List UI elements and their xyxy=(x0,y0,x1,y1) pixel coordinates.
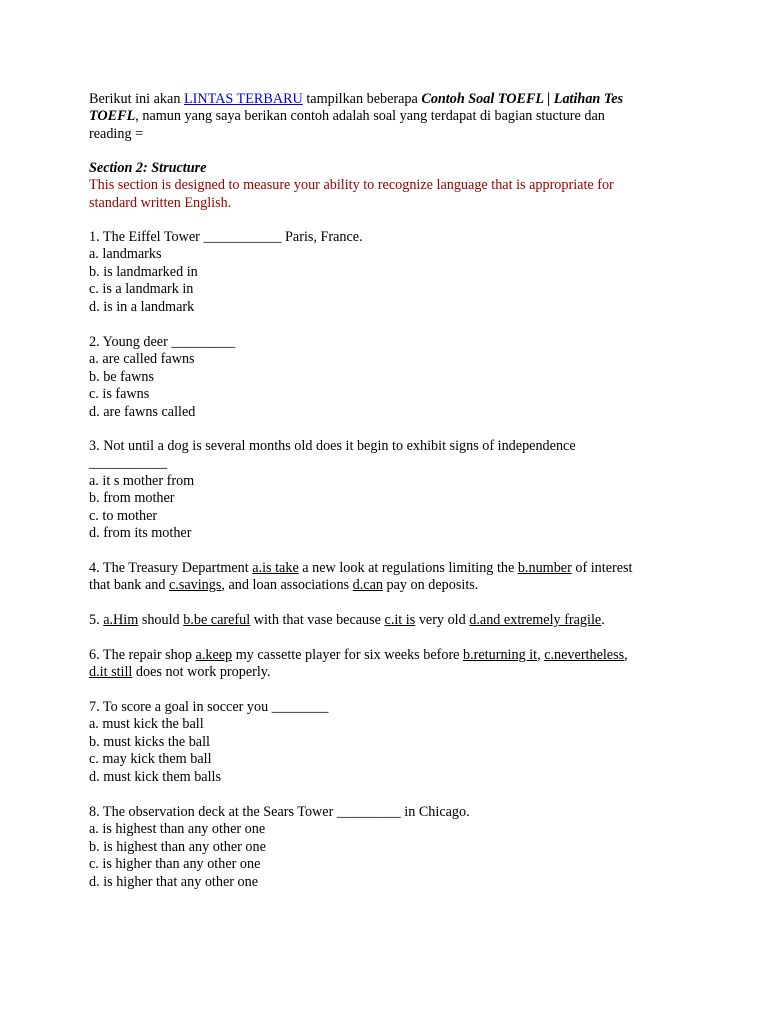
stem-text: very old xyxy=(415,612,470,628)
stem-text: a new look at regulations limiting the xyxy=(298,560,518,576)
underlined-option: b.returning it xyxy=(463,647,538,663)
answer-option: a. landmarks xyxy=(89,246,162,263)
answer-option: c. is higher than any other one xyxy=(89,856,261,873)
answer-option: d. is higher that any other one xyxy=(89,873,259,890)
intro-line-3: reading = xyxy=(89,125,144,142)
answer-option: b. from mother xyxy=(89,490,175,507)
question-8 xyxy=(89,804,684,891)
answer-option: c. to mother xyxy=(89,507,158,524)
underlined-option: a.keep xyxy=(195,647,233,663)
underlined-option: c.it is xyxy=(384,612,416,628)
intro-line-1 xyxy=(89,91,684,108)
answer-option: d. from its mother xyxy=(89,525,192,542)
question-stem xyxy=(89,612,684,629)
stem-text: , xyxy=(537,647,545,663)
stem-text: should xyxy=(138,612,184,628)
intro-text: Berikut ini akan xyxy=(89,91,184,107)
question-3 xyxy=(89,438,684,542)
underlined-option: d.and extremely fragile xyxy=(469,612,602,628)
answer-option: d. must kick them balls xyxy=(89,768,222,785)
question-7 xyxy=(89,699,684,786)
stem-text: of interest xyxy=(571,560,633,576)
question-5 xyxy=(89,612,684,629)
intro-bold-title: TOEFL xyxy=(89,108,136,125)
answer-option: a. it s mother from xyxy=(89,472,195,489)
stem-text: that bank and xyxy=(89,577,169,594)
answer-option: d. are fawns called xyxy=(89,403,196,420)
answer-option: c. is a landmark in xyxy=(89,281,194,298)
stem-text: pay on deposits. xyxy=(382,577,479,594)
answer-option: a. must kick the ball xyxy=(89,716,204,733)
answer-option: b. be fawns xyxy=(89,368,155,385)
question-stem: 3. Not until a dog is several months old does it begin to exhibit signs of independence xyxy=(89,438,576,454)
question-stem xyxy=(89,577,684,594)
stem-text: 5. xyxy=(89,612,104,628)
question-blank: ___________ xyxy=(89,455,168,472)
intro-bold-title: Contoh Soal TOEFL | Latihan Tes xyxy=(421,91,624,107)
answer-option: d. is in a landmark xyxy=(89,298,195,315)
intro-text: , namun yang saya berikan contoh adalah soal yang terdapat di bagian stucture dan xyxy=(135,108,605,125)
question-stem xyxy=(89,664,684,681)
intro-paragraph xyxy=(89,91,684,143)
stem-text: my cassette player for six weeks before xyxy=(232,647,464,663)
question-stem: 1. The Eiffel Tower ___________ Paris, France. xyxy=(89,229,363,245)
underlined-option: d.can xyxy=(352,577,383,594)
question-stem xyxy=(89,560,684,577)
question-stem: 8. The observation deck at the Sears Tower _________ in Chicago. xyxy=(89,804,470,820)
underlined-option: a.is take xyxy=(252,560,299,576)
question-stem: 7. To score a goal in soccer you ________ xyxy=(89,699,329,715)
underlined-option: b.be careful xyxy=(183,612,251,628)
stem-text: 6. The repair shop xyxy=(89,647,196,663)
underlined-option: a.Him xyxy=(103,612,139,628)
underlined-option: c.savings xyxy=(168,577,222,594)
question-1 xyxy=(89,229,684,316)
intro-line-2 xyxy=(89,108,684,125)
underlined-option: b.number xyxy=(517,560,572,576)
question-6 xyxy=(89,647,684,682)
question-2 xyxy=(89,334,684,421)
section-description: This section is designed to measure your ability to recognize language that is appropriate for xyxy=(89,177,614,194)
stem-text: 4. The Treasury Department xyxy=(89,560,253,576)
stem-text: , xyxy=(624,647,628,663)
stem-text: , and loan associations xyxy=(221,577,353,594)
answer-option: b. must kicks the ball xyxy=(89,733,210,750)
underlined-option: d.it still xyxy=(89,664,133,681)
stem-text: . xyxy=(601,612,605,628)
intro-text: tampilkan beberapa xyxy=(302,91,422,107)
answer-option: a. are called fawns xyxy=(89,351,195,368)
stem-text: with that vase because xyxy=(250,612,385,628)
answer-option: b. is landmarked in xyxy=(89,263,198,280)
stem-text: does not work properly. xyxy=(132,664,271,681)
answer-option: b. is highest than any other one xyxy=(89,838,266,855)
answer-option: c. is fawns xyxy=(89,386,150,403)
underlined-option: c.nevertheless xyxy=(544,647,625,663)
section-description: standard written English. xyxy=(89,194,232,211)
answer-option: c. may kick them ball xyxy=(89,751,212,768)
question-4 xyxy=(89,560,684,595)
question-stem xyxy=(89,647,684,664)
question-stem: 2. Young deer _________ xyxy=(89,334,236,350)
section-header xyxy=(89,160,684,212)
lintas-terbaru-link[interactable]: LINTAS TERBARU xyxy=(183,91,303,107)
answer-option: a. is highest than any other one xyxy=(89,821,266,838)
section-title: Section 2: Structure xyxy=(89,160,207,176)
